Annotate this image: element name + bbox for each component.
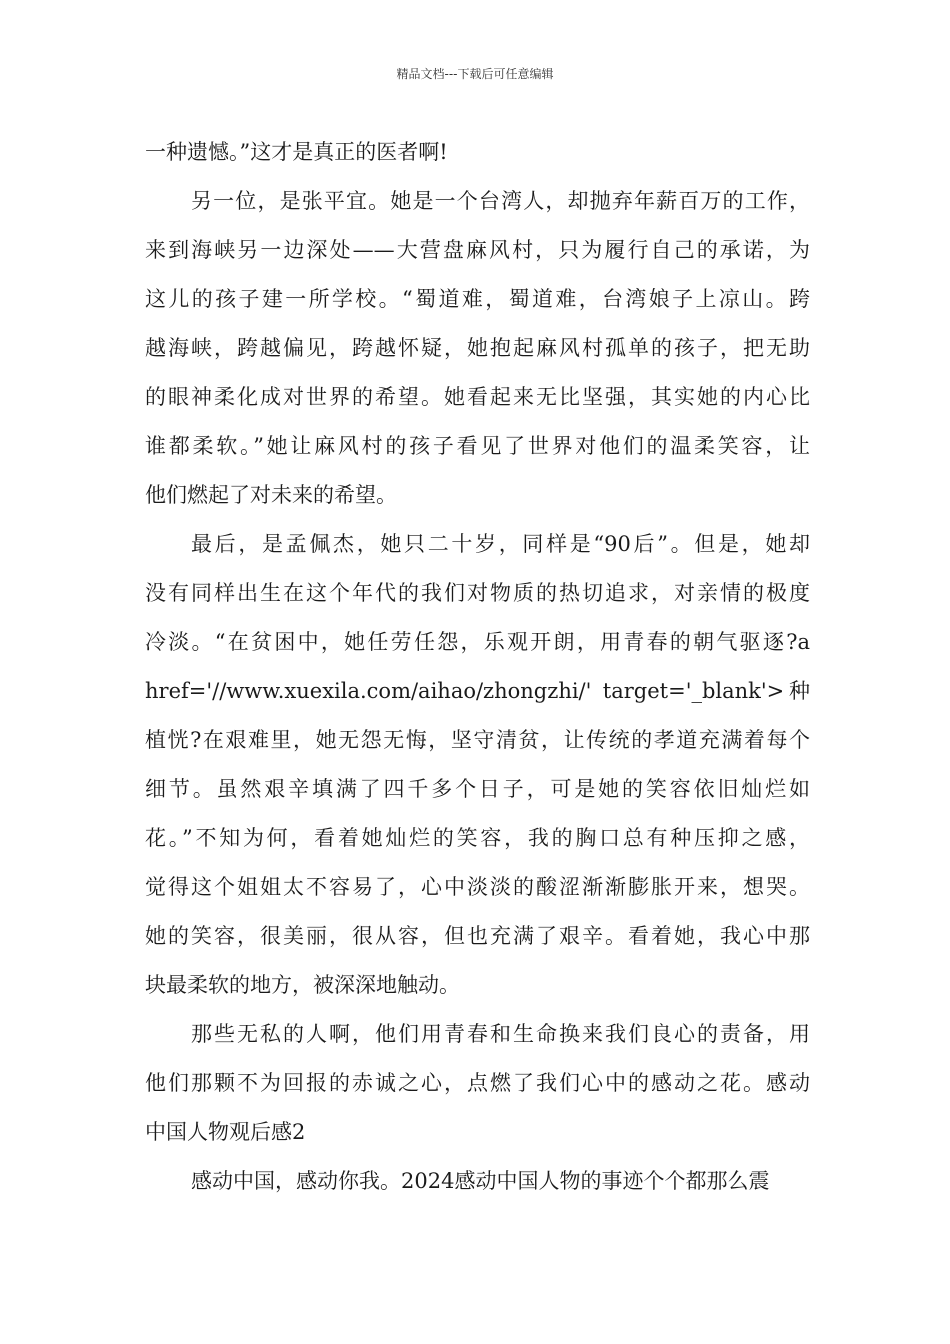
text-line: 一种遗憾。”这才是真正的医者啊! xyxy=(145,140,448,164)
text-line: href='//www.xuexila.com/aihao/zhongzhi/' target='_blank'>种 xyxy=(145,679,810,703)
text-line: 没有同样出生在这个年代的我们对物质的热切追求，对亲情的极度 xyxy=(145,581,810,605)
text-line: 花。”不知为何，看着她灿烂的笑容，我的胸口总有种压抑之感， xyxy=(145,826,810,850)
text-line: 他们那颗不为回报的赤诚之心，点燃了我们心中的感动之花。感动 xyxy=(145,1071,810,1095)
text-line: 中国人物观后感2 xyxy=(145,1120,306,1144)
text-line: 植恍?在艰难里，她无怨无悔，坚守清贫，让传统的孝道充满着每个 xyxy=(145,728,810,752)
text-line: 块最柔软的地方，被深深地触动。 xyxy=(145,973,460,997)
text-line: 这儿的孩子建一所学校。“蜀道难，蜀道难，台湾娘子上凉山。跨 xyxy=(145,287,810,311)
paragraph xyxy=(145,128,810,177)
text-line: 她的笑容，很美丽，很从容，但也充满了艰辛。看着她，我心中那 xyxy=(145,924,810,948)
paragraph xyxy=(145,520,810,1010)
text-line: 最后，是孟佩杰，她只二十岁，同样是“90后”。但是，她却 xyxy=(191,532,810,556)
text-line: 细节。虽然艰辛填满了四千多个日子，可是她的笑容依旧灿烂如 xyxy=(145,777,810,801)
text-line: 来到海峡另一边深处——大营盘麻风村，只为履行自己的承诺，为 xyxy=(145,238,810,262)
text-line: 谁都柔软。”她让麻风村的孩子看见了世界对他们的温柔笑容，让 xyxy=(145,434,810,458)
text-line: 那些无私的人啊，他们用青春和生命换来我们良心的责备，用 xyxy=(191,1022,810,1046)
document-body xyxy=(145,128,810,1206)
text-line: 越海峡，跨越偏见，跨越怀疑，她抱起麻风村孤单的孩子，把无助 xyxy=(145,336,810,360)
paragraph xyxy=(145,1157,810,1206)
text-line: 另一位，是张平宜。她是一个台湾人，却抛弃年薪百万的工作， xyxy=(191,189,810,213)
text-line: 他们燃起了对未来的希望。 xyxy=(145,483,397,507)
text-line: 冷淡。“在贫困中，她任劳任怨，乐观开朗，用青春的朝气驱逐?a xyxy=(145,630,810,654)
paragraph xyxy=(145,1010,810,1157)
page-header: 精品文档---下载后可任意编辑 xyxy=(396,67,554,81)
text-line: 觉得这个姐姐太不容易了，心中淡淡的酸涩渐渐膨胀开来，想哭。 xyxy=(145,875,810,899)
paragraph xyxy=(145,177,810,520)
text-line: 感动中国，感动你我。2024感动中国人物的事迹个个都那么震 xyxy=(191,1169,770,1193)
text-line: 的眼神柔化成对世界的希望。她看起来无比坚强，其实她的内心比 xyxy=(145,385,810,409)
